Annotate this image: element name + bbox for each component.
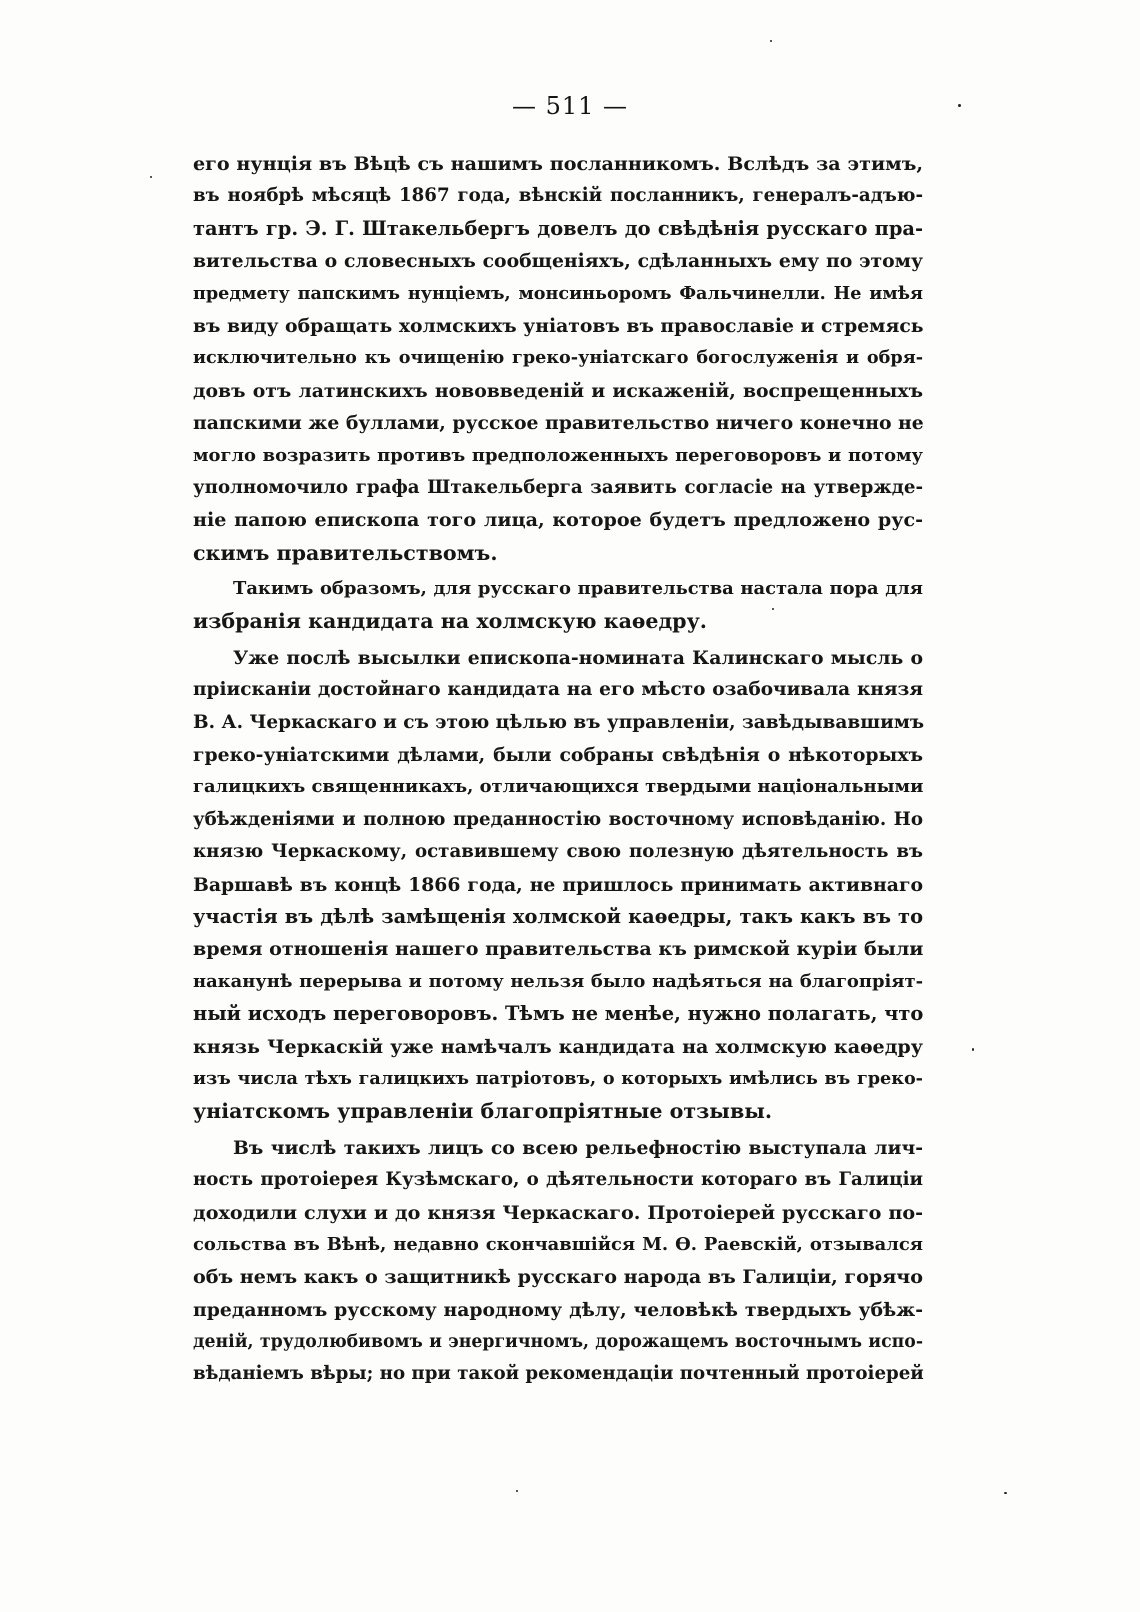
text-line: избранія кандидата на холмскую каѳедру.: [193, 609, 707, 634]
text-line: преданномъ русскому народному дѣлу, человѣкѣ твердыхъ убѣж-: [193, 1298, 923, 1321]
paragraph-4: [193, 1132, 923, 1391]
text-line: наканунѣ перерыва и потому нельзя было надѣяться на благопріят-: [193, 970, 923, 992]
text-line: галицкихъ священникахъ, отличающихся твердыми національными: [193, 776, 924, 798]
text-line: ніе папою епископа того лица, которое будетъ предложено рус-: [193, 508, 923, 532]
text-line: его нунція въ Вѣцѣ съ нашимъ посланникомъ. Вслѣдъ за этимъ,: [193, 152, 923, 175]
text-line: уполномочило графа Штакельберга заявить согласіе на утвержде-: [193, 476, 923, 498]
scan-speck: [772, 608, 774, 610]
text-line: Варшавѣ въ концѣ 1866 года, не пришлось принимать активнаго: [193, 873, 923, 896]
text-line: ный исходъ переговоровъ. Тѣмъ не менѣе, нужно полагать, что: [193, 1002, 924, 1026]
scan-speck: [150, 176, 152, 178]
text-line: деній, трудолюбивомъ и энергичномъ, дорожащемъ восточнымъ испо-: [193, 1332, 923, 1353]
text-line: папскими же буллами, русское правительство ничего конечно не: [193, 412, 924, 435]
text-line: тантъ гр. Э. Г. Штакельбергъ довелъ до свѣдѣнія русскаго пра-: [193, 216, 923, 240]
paragraph-3: [193, 642, 923, 1128]
text-line: скимъ правительствомъ.: [193, 540, 498, 565]
text-line: князь Черкаскій уже намѣчалъ кандидата на холмскую каѳедру: [193, 1034, 923, 1058]
text-line: объ немъ какъ о защитникѣ русскаго народа въ Галиціи, горячо: [193, 1265, 924, 1289]
scan-speck: [958, 104, 961, 107]
text-line: довъ отъ латинскихъ нововведеній и искаженій, воспрещенныхъ: [193, 379, 923, 402]
text-line: Въ числѣ такихъ лицъ со всею рельефностію выступала лич-: [233, 1136, 923, 1159]
scan-speck: [1004, 1492, 1007, 1494]
text-line: въ ноябрѣ мѣсяцѣ 1867 года, вѣнскій посланникъ, генералъ-адъю-: [193, 185, 923, 207]
text-line: время отношенія нашего правительства къ римской куріи были: [193, 937, 924, 961]
text-line: могло возразить противъ предположенныхъ переговоровъ и потому: [193, 444, 923, 466]
text-line: князю Черкаскому, оставившему свою полезную дѣятельность въ: [193, 841, 923, 863]
text-line: участія въ дѣлѣ замѣщенія холмской каѳедры, такъ какъ въ то: [193, 904, 923, 928]
text-line: убѣжденіями и полною преданностію восточному исповѣданію. Но: [193, 808, 923, 830]
text-line: доходили слухи и до князя Черкаскаго. Протоіерей русскаго по-: [193, 1200, 923, 1224]
scan-speck: [972, 1048, 974, 1051]
text-line: В. А. Черкаскаго и съ этою цѣлью въ управленіи, завѣдывавшимъ: [193, 711, 925, 733]
text-line: сольства въ Вѣнѣ, недавно скончавшійся М. Ѳ. Раевскій, отзывался: [193, 1233, 923, 1255]
page-number: — 511 —: [511, 92, 629, 120]
scan-speck: [516, 1490, 518, 1492]
text-line: Уже послѣ высылки епископа-номината Калинскаго мысль о: [233, 646, 923, 669]
text-line: исключительно къ очищенію греко-уніатскаго богослуженія и обря-: [193, 347, 923, 369]
text-line: пріисканіи достойнаго кандидата на его мѣсто озабочивала князя: [193, 679, 923, 701]
body-text: [193, 148, 923, 1391]
text-line: предмету папскимъ нунціемъ, монсиньоромъ Фальчинелли. Не имѣя: [193, 282, 923, 304]
scan-speck: [770, 40, 772, 42]
paragraph-1: [193, 148, 923, 569]
paragraph-2: [193, 573, 923, 638]
text-line: уніатскомъ управленіи благопріятные отзывы.: [193, 1099, 773, 1124]
text-line: вительства о словесныхъ сообщеніяхъ, сдѣланныхъ ему по этому: [193, 250, 923, 273]
text-line: ность протоіерея Кузѣмскаго, о дѣятельности котораго въ Галиціи: [193, 1169, 923, 1191]
text-line: въ виду обращать холмскихъ уніатовъ въ православіе и стремясь: [193, 314, 924, 337]
text-line: греко-уніатскими дѣлами, были собраны свѣдѣнія о нѣкоторыхъ: [193, 744, 923, 767]
text-line: вѣданіемъ вѣры; но при такой рекомендаціи почтенный протоіерей: [193, 1363, 924, 1385]
text-line: изъ числа тѣхъ галицкихъ патріотовъ, о которыхъ имѣлись въ греко-: [193, 1067, 923, 1089]
text-line: Такимъ образомъ, для русскаго правительства настала пора для: [233, 578, 923, 600]
